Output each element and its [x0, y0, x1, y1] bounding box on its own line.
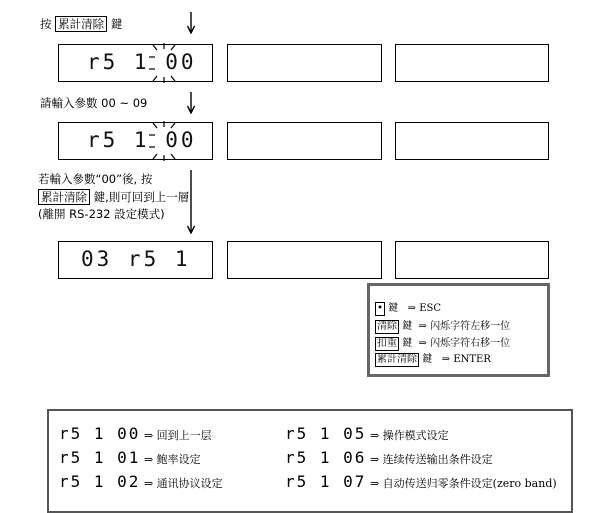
step2-instruction: 請輸入參數 00 ~ 09: [40, 96, 148, 110]
clear-total-key: 累計清除: [377, 354, 417, 365]
reference-item: r5 1 07 ⇒ 自动传送归零条件设定(zero band): [285, 472, 557, 491]
lcd-display-blank: [227, 44, 382, 82]
down-arrow-icon: [186, 170, 196, 234]
lcd-display-1: r5 1 00: [58, 44, 213, 82]
reference-item: r5 1 06 ⇒ 连续传送输出条件设定: [285, 448, 493, 467]
lcd-display-blank: [395, 241, 549, 279]
lcd-display-blank: [227, 122, 382, 160]
parameter-reference: [47, 409, 573, 513]
legend-row: 累計清除 鍵 ⇒ ENTER: [377, 354, 491, 365]
blink-rays-icon: [147, 121, 191, 161]
lcd-display-blank: [395, 44, 549, 82]
clear-key: 清除: [377, 321, 397, 332]
reference-item: r5 1 05 ⇒ 操作模式设定: [285, 424, 449, 443]
lcd-display-blank: [227, 241, 382, 279]
down-arrow-icon: [186, 92, 196, 114]
blink-rays-icon: [147, 43, 191, 83]
step3-line1: 若輸入參數“00”後, 按: [38, 172, 153, 186]
step3-line3: (離開 RS-232 設定模式): [38, 207, 165, 221]
clear-total-key: 累計清除: [55, 16, 107, 32]
clear-total-key: 累計清除: [38, 189, 90, 205]
legend-row: • 鍵 ⇒ ESC: [377, 303, 442, 314]
dot-key: •: [377, 303, 383, 314]
tare-key: 扣重: [377, 338, 397, 349]
legend-row: 清除 鍵 ⇒ 闪烁字符左移一位: [377, 321, 511, 332]
key-legend: [367, 283, 550, 377]
lcd-display-2: r5 1 00: [58, 122, 213, 160]
reference-item: r5 1 02 ⇒ 通讯协议设定: [59, 472, 223, 491]
legend-row: 扣重 鍵 ⇒ 闪烁字符右移一位: [377, 338, 511, 349]
down-arrow-icon: [186, 12, 196, 34]
lcd-display-3: 03 r5 1: [58, 241, 213, 279]
lcd-display-blank: [395, 122, 549, 160]
step3-line2: 累計清除 鍵,則可回到上一層: [38, 189, 189, 205]
reference-item: r5 1 01 ⇒ 鲍率设定: [59, 448, 201, 467]
step1-instruction: 按 累計清除 鍵: [40, 17, 123, 31]
reference-item: r5 1 00 ⇒ 回到上一层: [59, 424, 212, 443]
